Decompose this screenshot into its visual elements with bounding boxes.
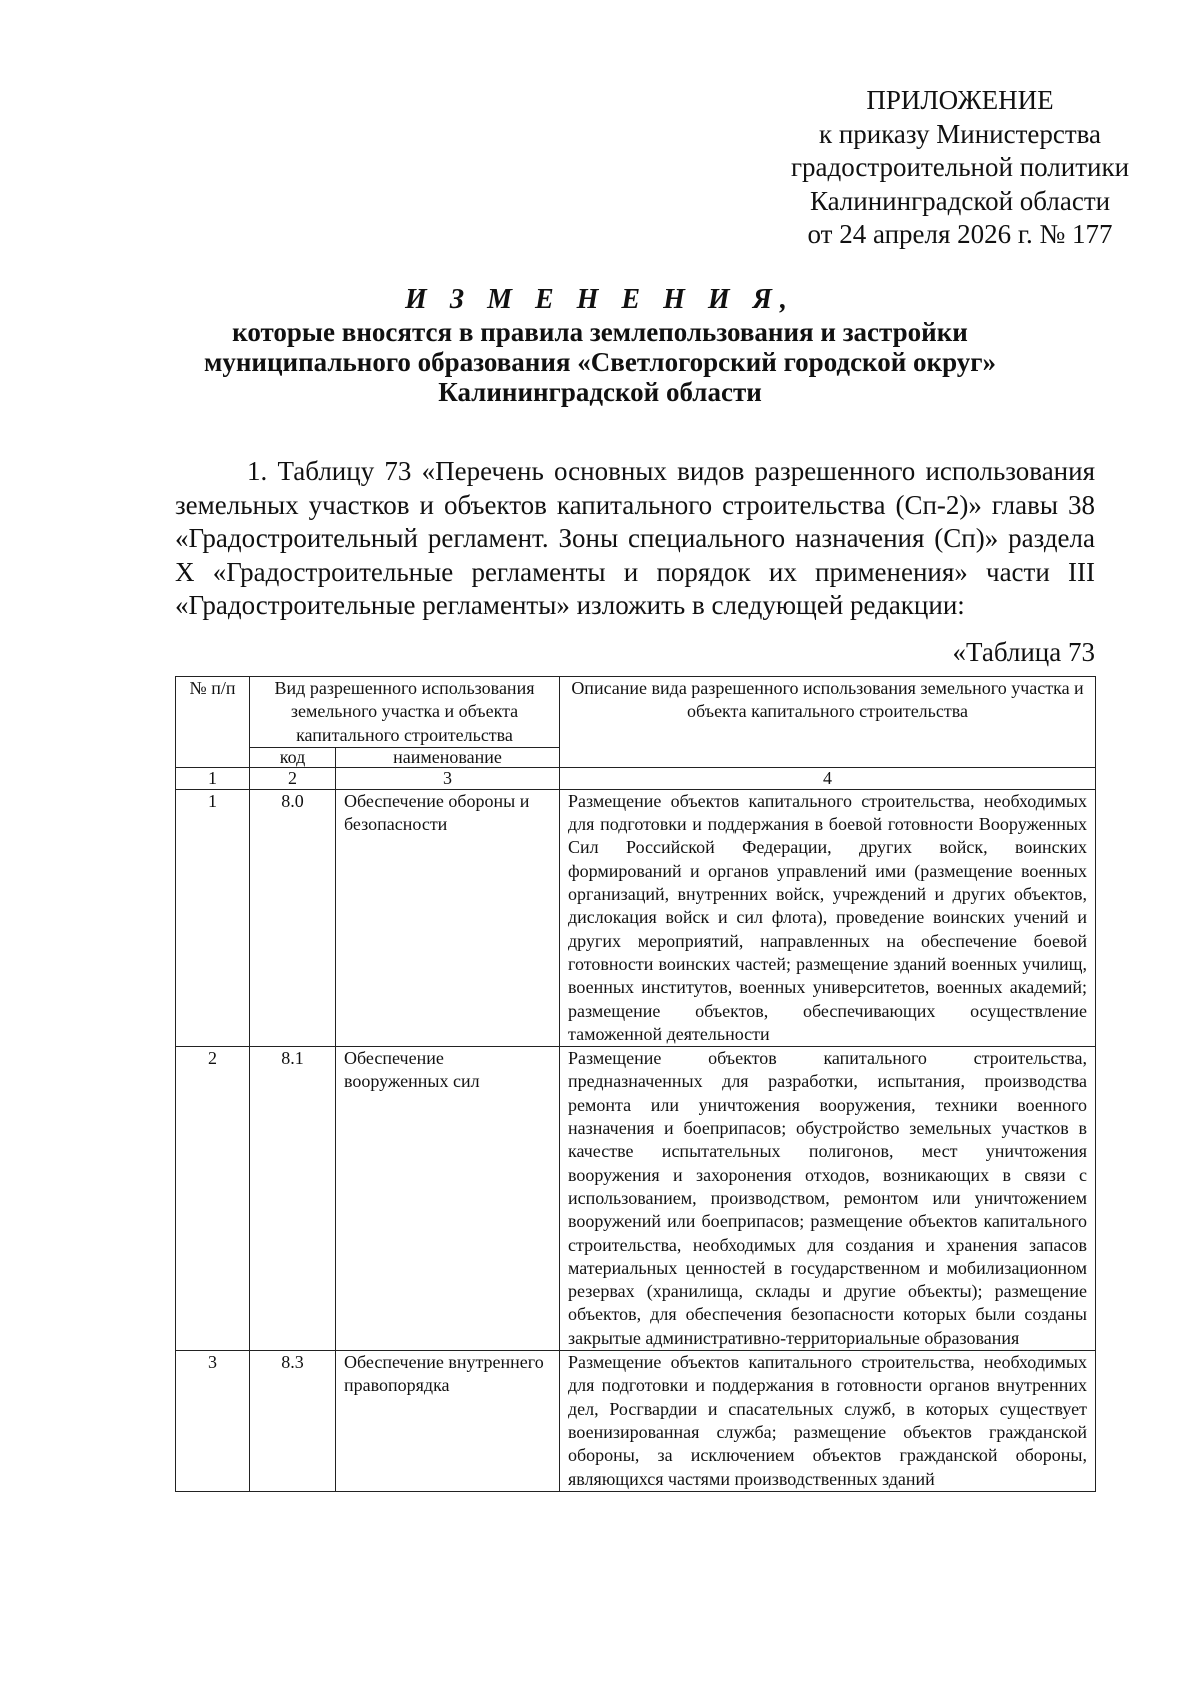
row-name: Обеспечение внутреннего правопорядка [336, 1351, 560, 1492]
table-row [176, 789, 1096, 1046]
title-line: которые вносятся в правила землепользования и застройки [232, 317, 968, 347]
row-code: 8.1 [250, 1047, 336, 1351]
header-group: Вид разрешенного использования земельного участка и объекта капитального строительства [250, 677, 560, 748]
column-number: 4 [560, 767, 1096, 789]
appendix-block [760, 84, 1160, 252]
row-name: Обеспечение обороны и безопасности [336, 789, 560, 1046]
regulation-table [175, 676, 1096, 1492]
appendix-line: градостроительной политики [790, 152, 1130, 182]
row-name: Обеспечение вооруженных сил [336, 1047, 560, 1351]
header-num: № п/п [176, 677, 250, 768]
header-code: код [250, 747, 336, 767]
table-caption: «Таблица 73 [952, 637, 1095, 667]
row-desc: Размещение объектов капитального строительства, необходимых для подготовки и поддержания в готовности органов внутренних дел, Росгвардии и спасательных служб, в которых существует военизированная служба; размещение объектов гражданской обороны, за исключением объектов гражданской обороны, являющихся частями производственных зданий [560, 1351, 1096, 1492]
appendix-line: ПРИЛОЖЕНИЕ [866, 85, 1054, 115]
column-number: 2 [250, 767, 336, 789]
title-line: муниципального образования «Светлогорский городской округ» [203, 347, 997, 377]
header-desc: Описание вида разрешенного использования земельного участка и объекта капитального строительства [560, 677, 1096, 768]
table-row [176, 1351, 1096, 1492]
column-number: 3 [336, 767, 560, 789]
column-number: 1 [176, 767, 250, 789]
row-desc: Размещение объектов капитального строительства, необходимых для подготовки и поддержания в боевой готовности Вооруженных Сил Российской Федерации, других войск, воинских формирований и органов управлений ими (размещение военных организаций, внутренних войск, учреждений и других объектов, дислокация войск и сил флота), проведение воинских учений и других мероприятий, направленных на обеспечение боевой готовности воинских частей; размещение зданий военных училищ, военных институтов, военных университетов, военных академий; размещение объектов, обеспечивающих осуществление таможенной деятельности [560, 789, 1096, 1046]
row-code: 8.3 [250, 1351, 336, 1492]
row-num: 2 [176, 1047, 250, 1351]
appendix-line: к приказу Министерства [818, 118, 1102, 149]
header-name: наименование [336, 747, 560, 767]
row-num: 3 [176, 1351, 250, 1492]
body-paragraph: 1. Таблицу 73 «Перечень основных видов разрешенного использования земельных участков и объектов капитального строительства (Сп-2)» главы 38 «Градостроительный регламент. Зоны специального назначения (Сп)» раздела X «Градостроительные регламенты и порядок их применения» части III «Градостроительные регламенты» изложить в следующей редакции: [175, 456, 1095, 620]
column-number-row [176, 767, 1096, 789]
document-title [150, 285, 1050, 407]
appendix-line: от 24 апреля 2026 г. № 177 [807, 219, 1113, 249]
row-code: 8.0 [250, 789, 336, 1046]
row-num: 1 [176, 789, 250, 1046]
appendix-line: Калининградской области [809, 185, 1111, 216]
row-desc: Размещение объектов капитального строительства, предназначенных для разработки, испытания, производства ремонта или уничтожения вооружения, техники военного назначения и боеприпасов; обустройство земельных участков в качестве испытательных полигонов, мест уничтожения вооружения и захоронения отходов, возникающих в связи с использованием, производством, ремонтом или уничтожением вооружений или боеприпасов; размещение объектов капитального строительства, необходимых для создания и хранения запасов материальных ценностей в государственном и мобилизационном резервах (хранилища, склады и другие объекты); размещение объектов, для обеспечения безопасности которых были созданы закрытые административно-территориальные образования [560, 1047, 1096, 1351]
title-main: И З М Е Н Е Н И Я, [405, 284, 795, 315]
title-line: Калининградской области [438, 377, 762, 407]
table-row [176, 1047, 1096, 1351]
